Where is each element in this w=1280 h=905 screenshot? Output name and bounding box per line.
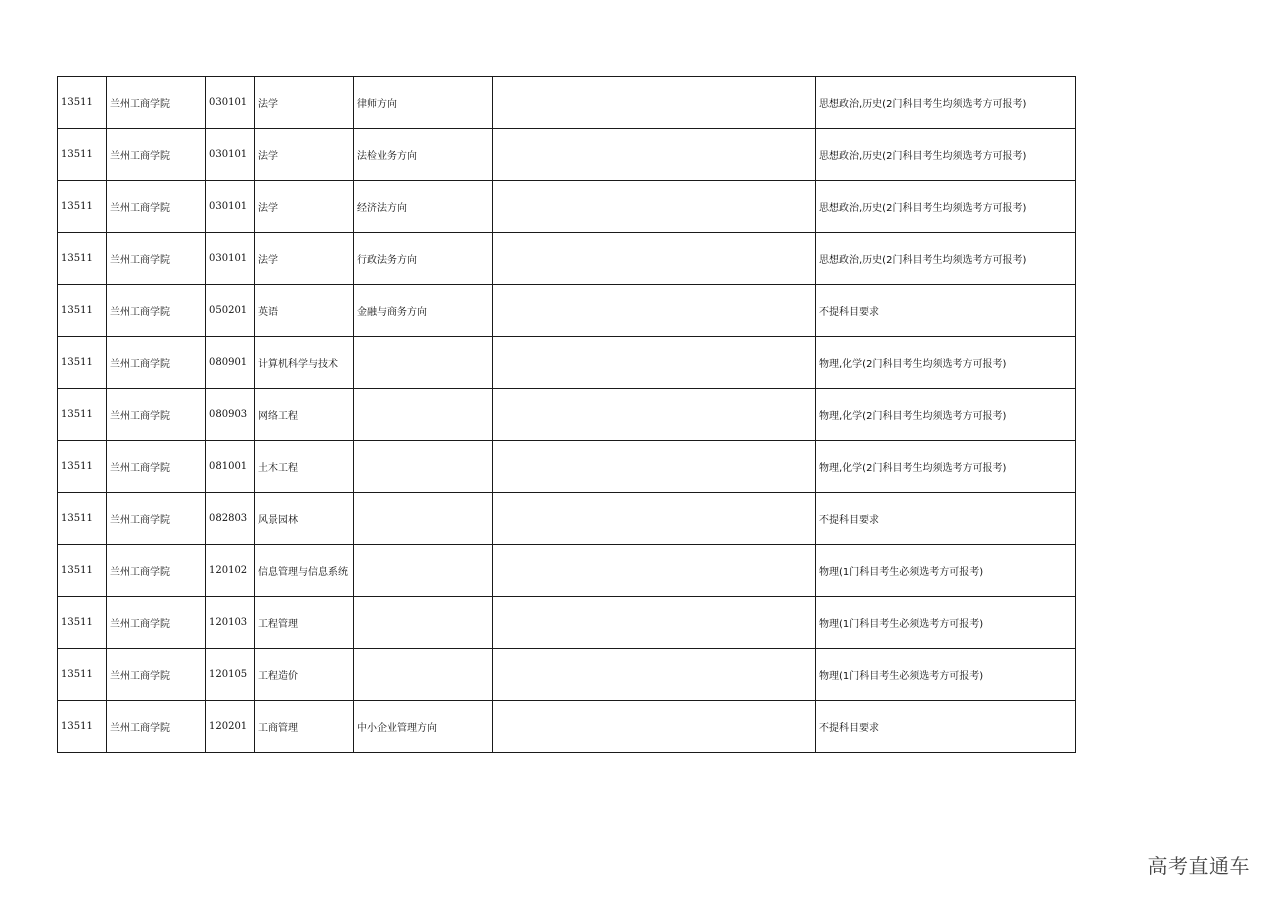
direction-cell: 法检业务方向 [354, 129, 493, 181]
subject-requirement-cell: 物理,化学(2门科目考生均须选考方可报考) [816, 389, 1076, 441]
major-name-cell: 法学 [255, 129, 354, 181]
subject-requirement-cell: 思想政治,历史(2门科目考生均须选考方可报考) [816, 77, 1076, 129]
school-code-cell: 13511 [58, 701, 107, 753]
school-name-cell: 兰州工商学院 [107, 441, 206, 493]
school-code-cell: 13511 [58, 337, 107, 389]
school-name-cell: 兰州工商学院 [107, 389, 206, 441]
table-row [58, 701, 1076, 753]
direction-cell: 行政法务方向 [354, 233, 493, 285]
major-name-cell: 信息管理与信息系统 [255, 545, 354, 597]
school-code-cell: 13511 [58, 233, 107, 285]
subject-requirement-cell: 思想政治,历史(2门科目考生均须选考方可报考) [816, 129, 1076, 181]
major-name-cell: 工商管理 [255, 701, 354, 753]
school-code-cell: 13511 [58, 181, 107, 233]
school-code-cell: 13511 [58, 597, 107, 649]
school-name-cell: 兰州工商学院 [107, 129, 206, 181]
major-name-cell: 计算机科学与技术 [255, 337, 354, 389]
table-body [58, 77, 1076, 753]
note-cell [493, 389, 816, 441]
school-name-cell: 兰州工商学院 [107, 493, 206, 545]
school-name-cell: 兰州工商学院 [107, 181, 206, 233]
direction-cell [354, 649, 493, 701]
table-row [58, 181, 1076, 233]
direction-cell [354, 597, 493, 649]
table-row [58, 285, 1076, 337]
major-code-cell: 120201 [206, 701, 255, 753]
table-row [58, 337, 1076, 389]
subject-requirement-cell: 不提科目要求 [816, 285, 1076, 337]
note-cell [493, 545, 816, 597]
note-cell [493, 441, 816, 493]
watermark: 高考直通车 [1147, 854, 1250, 878]
major-code-cell: 030101 [206, 129, 255, 181]
table-row [58, 649, 1076, 701]
school-name-cell: 兰州工商学院 [107, 701, 206, 753]
subject-requirement-cell: 不提科目要求 [816, 493, 1076, 545]
major-name-cell: 法学 [255, 77, 354, 129]
major-name-cell: 风景园林 [255, 493, 354, 545]
school-name-cell: 兰州工商学院 [107, 545, 206, 597]
subject-requirement-cell: 思想政治,历史(2门科目考生均须选考方可报考) [816, 181, 1076, 233]
school-code-cell: 13511 [58, 545, 107, 597]
school-code-cell: 13511 [58, 389, 107, 441]
major-name-cell: 英语 [255, 285, 354, 337]
major-code-cell: 082803 [206, 493, 255, 545]
major-name-cell: 工程造价 [255, 649, 354, 701]
major-name-cell: 土木工程 [255, 441, 354, 493]
note-cell [493, 129, 816, 181]
major-name-cell: 网络工程 [255, 389, 354, 441]
subject-requirement-cell: 物理(1门科目考生必须选考方可报考) [816, 545, 1076, 597]
subject-requirement-cell: 物理(1门科目考生必须选考方可报考) [816, 649, 1076, 701]
major-name-cell: 工程管理 [255, 597, 354, 649]
subject-requirement-cell: 物理,化学(2门科目考生均须选考方可报考) [816, 337, 1076, 389]
note-cell [493, 285, 816, 337]
table-row [58, 597, 1076, 649]
direction-cell: 经济法方向 [354, 181, 493, 233]
note-cell [493, 181, 816, 233]
school-name-cell: 兰州工商学院 [107, 77, 206, 129]
table-row [58, 441, 1076, 493]
major-code-cell: 030101 [206, 77, 255, 129]
major-code-cell: 120105 [206, 649, 255, 701]
school-code-cell: 13511 [58, 493, 107, 545]
direction-cell [354, 545, 493, 597]
school-name-cell: 兰州工商学院 [107, 597, 206, 649]
admission-table [57, 76, 1076, 753]
school-code-cell: 13511 [58, 649, 107, 701]
note-cell [493, 597, 816, 649]
note-cell [493, 77, 816, 129]
school-code-cell: 13511 [58, 77, 107, 129]
table-row [58, 545, 1076, 597]
table-row [58, 77, 1076, 129]
subject-requirement-cell: 思想政治,历史(2门科目考生均须选考方可报考) [816, 233, 1076, 285]
major-code-cell: 080903 [206, 389, 255, 441]
direction-cell [354, 337, 493, 389]
major-code-cell: 050201 [206, 285, 255, 337]
major-code-cell: 030101 [206, 181, 255, 233]
table-row [58, 129, 1076, 181]
school-name-cell: 兰州工商学院 [107, 285, 206, 337]
school-name-cell: 兰州工商学院 [107, 233, 206, 285]
major-code-cell: 120102 [206, 545, 255, 597]
table-row [58, 233, 1076, 285]
direction-cell: 金融与商务方向 [354, 285, 493, 337]
note-cell [493, 233, 816, 285]
subject-requirement-cell: 不提科目要求 [816, 701, 1076, 753]
table-row [58, 493, 1076, 545]
school-name-cell: 兰州工商学院 [107, 337, 206, 389]
major-code-cell: 030101 [206, 233, 255, 285]
note-cell [493, 493, 816, 545]
major-code-cell: 081001 [206, 441, 255, 493]
subject-requirement-cell: 物理(1门科目考生必须选考方可报考) [816, 597, 1076, 649]
direction-cell: 律师方向 [354, 77, 493, 129]
major-code-cell: 080901 [206, 337, 255, 389]
major-code-cell: 120103 [206, 597, 255, 649]
school-code-cell: 13511 [58, 129, 107, 181]
direction-cell [354, 493, 493, 545]
major-name-cell: 法学 [255, 233, 354, 285]
school-name-cell: 兰州工商学院 [107, 649, 206, 701]
direction-cell: 中小企业管理方向 [354, 701, 493, 753]
note-cell [493, 649, 816, 701]
school-code-cell: 13511 [58, 285, 107, 337]
subject-requirement-cell: 物理,化学(2门科目考生均须选考方可报考) [816, 441, 1076, 493]
note-cell [493, 701, 816, 753]
school-code-cell: 13511 [58, 441, 107, 493]
major-name-cell: 法学 [255, 181, 354, 233]
note-cell [493, 337, 816, 389]
direction-cell [354, 389, 493, 441]
table-row [58, 389, 1076, 441]
direction-cell [354, 441, 493, 493]
